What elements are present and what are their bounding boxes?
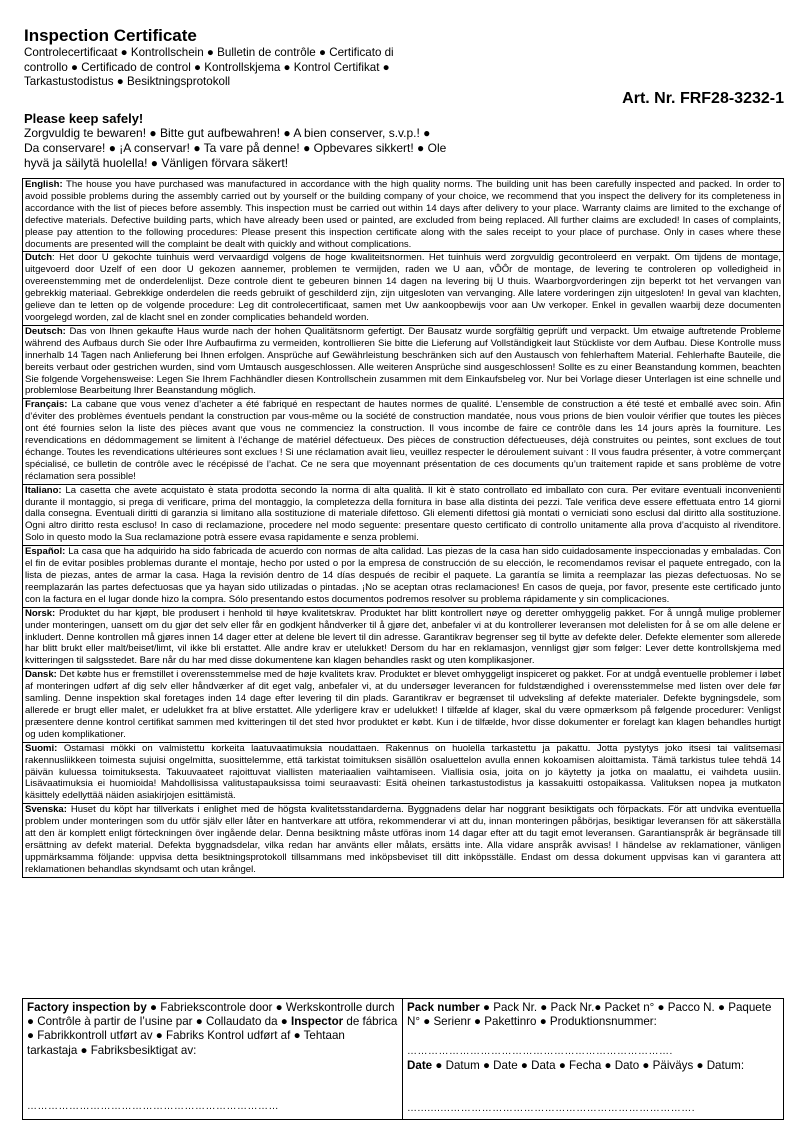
section-dutch: [23, 252, 783, 325]
section-text: Produktet du har kjøpt, ble produsert i henhold til høye kvalitetskrav. Produktet har blitt kontrollert nøye og deretter omhyggelig pakket. For å unngå mulige problemer under monteringen, uansett om du gjør det selv eller får en godkjent håndverker til å gjøre det, anbefaler vi at du kontrollerer leveransen mot delelisten for å se om alle delene er inkludert. Denne kontrollen må gjøres innen 14 dager etter at delene ble levert til din adresse. Garantikrav begrenser seg til bytte av defekte deler. Defekte elementer som allerede har blitt brukt eller malt/beiset/limt, vil ikke bli erstattet. Alle andre krav er utelukket! Dersom du har en reklamasjon, vennligst gjør som følger: Lever dette kontrollskjema med kvitteringen til salgsstedet. Bare når du har med disse dokumentene kan klagen behandles raskt og uten komplikasjoner.: [25, 607, 781, 667]
section-deutsch: [23, 326, 783, 399]
date-text: ● Datum ● Date ● Data ● Fecha ● Dato ● Päiväys ● Datum:: [432, 1059, 745, 1072]
section-text: La cabane que vous venez d’acheter a été fabriqué en respectant de hautes normes de qualité. L’ensemble de construction a été testé et emballé avec soin. Afin d’éviter des problèmes éventuels pendant la construction par vous-même ou la société de construction mandatée, nous vous prions de bien vouloir vérifier que toutes les pièces ont été fournies selon la liste des pièces avant que vous ne commenciez la construction. Il vous incombe de faire ce contrôle dans les 14 jours après la fourniture. Les revendications en dédommagement se limitent à l’échange de matériel défectueux. Des pièces de construction défectueuses, déjà construites ou peintes, sont exclues de tout échange. Toutes les revendications ultérieures sont exclues ! Si une réclamation avait lieu, veuillez respecter le déroulement suivant : Il vous faudra présenter, à votre commerçant spécialisé, ce bulletin de contrôle avec le récépissé de l’achat. Ce ne sera que moyennant présentation de ces documents qu’un traitement rapide et sans problème de votre réclamation sera possible!: [25, 399, 781, 482]
section-suomi: [23, 743, 783, 805]
section-francais: [23, 399, 783, 484]
section-text: Det købte hus er fremstillet i overensstemmelse med de høje kvalitets krav. Produktet er blevet omhyggeligt inspiceret og pakket. For at undgå eventuelle problemer i løbet af monteringen udført af dig selv eller håndværker af dit eget valg, anbefaler vi, at du undersøger leverancen for fuldstændighed i overensstemmelse med listen over dele før samling. Denne inspektion skal foretages inden 14 dage efter levering til din plads. Garantikrav er begrænset til udveksling af defekte materialer. Defekte bygningsdele, som allerede er brugt eller malet, er udelukket fra at blive erstattet. Alle yderligere krav er udelukket! I tilfælde af klager, skal du være opmærksom på følgende procedurer: Venligst præsentere denne kontrol certifikat sammen med kvitteringen til det sted hvor produktet er købt. Kun i de tilfælde, hvor disse dokumenter er forelagt kan klagen behandles hurtigt og uden komplikationer.: [25, 669, 781, 740]
factory-text: ● Fabriekscontrole door ● Werkskontrolle durch ● Contrôle à partir de l’usine par ● Collaudato da ●: [27, 1001, 395, 1029]
section-text: La casa que ha adquirido ha sido fabricada de acuerdo con normas de alta calidad. Las piezas de la casa han sido cuidadosamente inspeccionadas y embaladas. Con el fin de evitar posibles problemas durante el montaje, hecho por usted o por la empresa de construcción de su elección, le recomendamos revisar el paquete entregado, con la lista de piezas, antes de armar la casa. Haga la revisión dentro de 14 días después de recibir el paquete. La garantía se limita a reemplazar las piezas defectuosas. No se reemplazarán las partes defectuosas que ya hayan sido utilizadas o pintadas. ¡No se aceptan otras reclamaciones! En casos de queja, por favor, presente este certificado junto con la factura en el lugar donde hizo la compra. Sólo presentando estos documentos podremos resolver su problema rápidamente y sin complicaciones.: [25, 546, 781, 605]
section-lang-label: Deutsch:: [25, 325, 66, 337]
section-text: : Het door U gekochte tuinhuis werd vervaardigd volgens de hoge kwaliteitsnormen. Het tuinhuis werd zorgvuldig gecontroleerd en verpakt. Om tijdens de montage, uitgevoerd door Uzelf of een door U gekozen aannemer, problemen te vermijden, raden we U aan, vÔÔr de montage, de levering te controleren op volledigheid in overeenstemming met de onderdelenlijst. Deze controle dient te gebeuren binnen 14 dagen na levering bij U thuis. Waarborgvorderingen zijn beperkt tot het vervangen van gebrekkig materiaal. Gebrekkige onderdelen die reeds gebruikt of geschilderd zijn, zijn uitgesloten van vervanging. Alle latere vorderingen zijn uitgesloten! In geval van klachten, gelieve dan te letten op de volgende procedure: Leg dit controlecertificaat, samen met Uw aankoopbewijs voor aan Uw verkoper. Enkel in gevallen waarbij deze documenten voorgelegd worden, zal de klacht snel en zonder complicaties behandeld worden.: [25, 252, 781, 323]
section-italiano: [23, 485, 783, 547]
date-label-block: [407, 1059, 779, 1073]
safety-title: Please keep safely!: [24, 111, 144, 126]
section-dansk: [23, 669, 783, 742]
pack-date-field: [403, 999, 783, 1119]
certificate-subtitle: Controlecertificaat ● Kontrollschein ● Bulletin de contrôle ● Certificato di controllo ● Certificado de control ● Kontrollskjema ● Kontrol Certifikat ● Tarkastustodistus ● Besiktningsprotokoll: [24, 46, 394, 88]
section-text: Ostamasi mökki on valmistettu korkeita laatuvaatimuksia noudattaen. Rakennus on huolella tarkastettu ja pakattu. Jotta pystytys joko itsesi tai valitsemasi rakennusliikkeen toimesta sujuisi ongelmitta, suosittelemme, että tarkistat toimituksen sisällön osaluettelon avulla ennen kokoamisen aloittamista. Tämä tarkistus tulee tehdä 14 päivän kuluessa toimituksesta. Takuuvaateet rajoittuvat viallisten materiaalien vaihtamiseen. Viallisia osia, joita on jo käytetty ja jotka on maalattu, ei vaihdeta uusiin. Lisävaatimuksia ei huomioida! Mahdollisissa valitustapauksissa toimi seuraavasti: Esitä oheinen tarkastustodistus ja kassakuitti ostopaikassa. Valituksen nopea ja mutkaton käsittely edellyttää näiden asiakirjojen esittämistä.: [25, 742, 781, 802]
section-english: [23, 179, 783, 252]
safety-text: Zorgvuldig te bewaren! ● Bitte gut aufbewahren! ● A bien conserver, s.v.p.! ● Da conservare! ● ¡A conservar! ● Ta vare på denne! ● Opbevares sikkert! ● Ole hyvä ja säilytä huolella! ● Vänligen förvara säkert!: [24, 126, 447, 170]
article-number: Art. Nr. FRF28-3232-1: [622, 90, 784, 107]
section-text: Huset du köpt har tillverkats i enlighet med de högsta kvalitetsstandarderna. Byggnadens delar har noggrant besiktigats och förpackats. För att undvika eventuella problem under monteringen som du utför själv eller låter en hantverkare att utföra, rekommenderar vi att du, innan monteringen påbörjas, besiktigar leveransen för att säkerställa att den är komplett enligt förteckningen över ingående delar. Denna besiktning måste utföras inom 14 dagar efter att du tagit emot leveransen. Garantianspråk är begränsade till ersättning av defekt material. Defekta byggnadsdelar, vilka redan har använts eller målats, ersätts inte. Alla vidare anspråk avvisas! I händelse av reklamationer, vänligen uppmärksamma följande: uppvisa detta besiktningsprotokoll tillsammans med inköpsbeviset till ditt inköpsställe. Endast om dessa dokument uppvisas kan vi garantera att reklamationen behandlas skyndsamt och utan krångel.: [25, 804, 781, 875]
section-lang-label: Italiano:: [25, 484, 62, 496]
section-lang-label: Dutch: [25, 252, 53, 264]
section-svenska: [23, 804, 783, 876]
section-lang-label: Svenska:: [25, 804, 67, 816]
factory-inspection-field: [23, 999, 403, 1119]
pack-text: ● Pack Nr. ● Pack Nr.● Packet n° ● Pacco N. ● Paquete N° ● Serienr ● Pakettinro ● Produktionsnummer:: [407, 1001, 772, 1029]
pack-number-label: [407, 1001, 779, 1029]
factory-signature-line[interactable]: ………………………………………………………………: [27, 1101, 279, 1112]
date-label: Date: [407, 1059, 433, 1072]
section-norsk: [23, 608, 783, 670]
section-lang-label: English:: [25, 179, 63, 190]
section-text: The house you have purchased was manufactured in accordance with the high quality norms. The building unit has been carefully inspected and packed. In order to avoid possible problems during the assembly carried out by yourself or the building company of your choice, we recommend that you inspect the delivery for its completeness in accordance with the list of pieces before assembly. This inspection must be carried out within 14 days after delivery to your place. Warranty claims are limited to the exchange of defective materials. Defective building parts, which have already been used or painted, are excluded from being replaced. All further claims are excluded! In cases of complaints, please pay attention to the following procedures: Please present this inspection certificate along with the sales receipt to your place of purchase. Only in cases where these documents are presented will the complaint be dealt with quickly and without complications.: [25, 179, 781, 250]
factory-inspection-label: [27, 1001, 398, 1058]
section-text: Das von Ihnen gekaufte Haus wurde nach der hohen Qualitätsnorm gefertigt. Der Bausatz wurde sorgfältig geprüft und verpackt. Um etwaige auftretende Probleme während des Aufbaus durch Sie oder Ihre Aufbaufirma zu vermeiden, kontrollieren Sie bitte die Lieferung auf Vollständigkeit laut Stückliste vor dem Aufbau. Diese Kontrolle muss innerhalb 14 Tagen nach Anlieferung bei Ihnen erfolgen. Ansprüche auf Gewährleistung beschränken sich auf den Austausch von fehlerhaftem Material. Fehlerhafte Bauteile, die bereits verbaut oder gestrichen wurden, sind vom Umtausch ausgeschlossen. Alle weiteren Ansprüche sind ausgeschlossen! Sollte es zu einer Beanstandung kommen, beachten Sie folgende Vorgehensweise: Legen Sie Ihrem Fachhändler diesen Kontrollschein zusammen mit dem Einkaufsbeleg vor. Nur bei Vorlage dieser Unterlagen ist eine schnelle und problemlose Bearbeitung Ihrer Beanstandung möglich.: [25, 325, 781, 397]
language-sections: [22, 178, 784, 878]
factory-label-inspector: Inspector: [290, 1015, 344, 1029]
page-title: Inspection Certificate: [24, 26, 197, 45]
section-lang-label: Español:: [25, 546, 66, 558]
section-lang-label: Français:: [25, 399, 68, 411]
section-lang-label: Dansk:: [25, 669, 57, 681]
section-text: La casetta che avete acquistato è stata prodotta secondo la norma di alta qualità. Il kit è stato controllato ed imballato con cura. Per evitare eventuali inconvenienti durante il montaggio, si prega di verificare, prima del montaggio, la completezza della fornitura in base alla distinta dei pezzi. Tale verifica deve essere effettuata entro 14 giorni dalla consegna. Eventuali diritti di garanzia si limitano alla sostituzione di materiale difettoso. Gli elementi difettosi già montati o verniciati sono esclusi dal diritto alla sostituzione. Ogni altro diritto resta escluso! In caso di reclamazione, procedere nel modo seguente: presentare questo certificato di controllo unitamente alla prova d’acquisto al rivenditore. Solo in questo modo la Sua reclamazione potrà essere evasa rapidamente e senza problemi.: [25, 484, 781, 544]
date-line[interactable]: …..........…………………………………………………………….: [407, 1103, 696, 1114]
footer-form: [22, 998, 784, 1120]
section-lang-label: Norsk:: [25, 607, 56, 619]
pack-label: Pack number: [407, 1001, 480, 1014]
section-lang-label: Suomi:: [25, 742, 58, 754]
section-espanol: [23, 546, 783, 608]
factory-text-2: de fábrica ● Fabrikkontroll utført av ● Fabriks Kontrol udført af ● Tehtaan tarkastaja ● Fabriksbesiktigat av:: [27, 1015, 398, 1057]
pack-number-line[interactable]: ………………………………………………………………….: [407, 1046, 673, 1057]
factory-label: Factory inspection by: [27, 1001, 147, 1014]
